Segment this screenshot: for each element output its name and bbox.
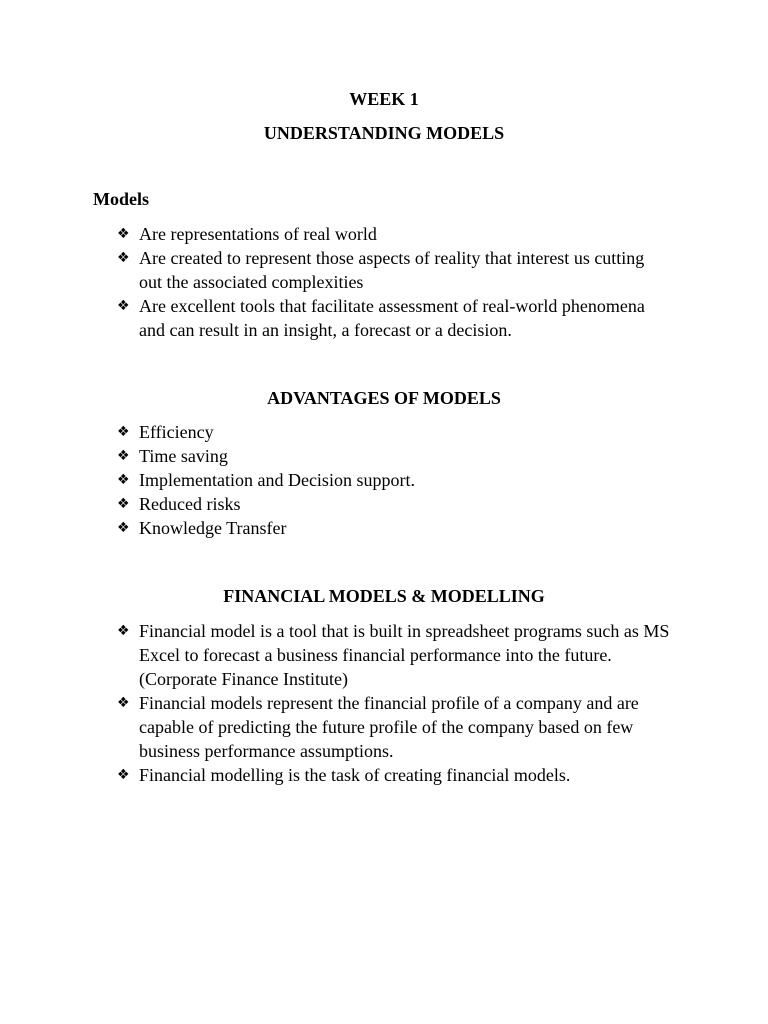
- diamond-bullet-icon: ❖: [117, 767, 130, 783]
- list-item-text: Are representations of real world: [139, 224, 377, 244]
- list-item: [117, 444, 677, 468]
- list-item: [117, 468, 677, 492]
- list-item-text: Financial model is a tool that is built in spreadsheet programs such as MS Excel to forecast a business financial performance into the future. (Corporate Finance Institute): [139, 621, 670, 689]
- list-item-text: Implementation and Decision support.: [139, 470, 415, 490]
- models-list: [117, 222, 657, 342]
- list-item: [117, 222, 657, 246]
- diamond-bullet-icon: ❖: [117, 623, 130, 639]
- list-item: [117, 294, 657, 342]
- diamond-bullet-icon: ❖: [117, 472, 130, 488]
- advantages-heading: ADVANTAGES OF MODELS: [267, 388, 501, 408]
- list-item: [117, 763, 677, 787]
- diamond-bullet-icon: ❖: [117, 695, 130, 711]
- list-item-text: Knowledge Transfer: [139, 518, 287, 538]
- list-item-text: Are created to represent those aspects of reality that interest us cutting out the associated complexities: [139, 248, 645, 292]
- list-item-text: Financial modelling is the task of creating financial models.: [139, 765, 571, 785]
- diamond-bullet-icon: ❖: [117, 448, 130, 464]
- list-item: [117, 619, 677, 691]
- list-item: [117, 492, 677, 516]
- financial-list: [117, 619, 677, 787]
- list-item: [117, 691, 677, 763]
- list-item: [117, 246, 657, 294]
- list-item: [117, 516, 677, 540]
- models-heading: Models: [93, 189, 149, 209]
- list-item: [117, 420, 677, 444]
- week-title: WEEK 1: [349, 89, 419, 109]
- diamond-bullet-icon: ❖: [117, 424, 130, 440]
- list-item-text: Financial models represent the financial profile of a company and are capable of predicting the future profile of the company based on few business performance assumptions.: [139, 693, 639, 761]
- advantages-list: [117, 420, 677, 540]
- diamond-bullet-icon: ❖: [117, 298, 130, 314]
- list-item-text: Are excellent tools that facilitate assessment of real-world phenomena and can result in an insight, a forecast or a decision.: [139, 296, 645, 340]
- list-item-text: Reduced risks: [139, 494, 241, 514]
- financial-heading: FINANCIAL MODELS & MODELLING: [223, 586, 545, 606]
- list-item-text: Time saving: [139, 446, 228, 466]
- diamond-bullet-icon: ❖: [117, 496, 130, 512]
- diamond-bullet-icon: ❖: [117, 250, 130, 266]
- diamond-bullet-icon: ❖: [117, 226, 130, 242]
- diamond-bullet-icon: ❖: [117, 520, 130, 536]
- main-title: UNDERSTANDING MODELS: [263, 123, 505, 143]
- list-item-text: Efficiency: [139, 422, 214, 442]
